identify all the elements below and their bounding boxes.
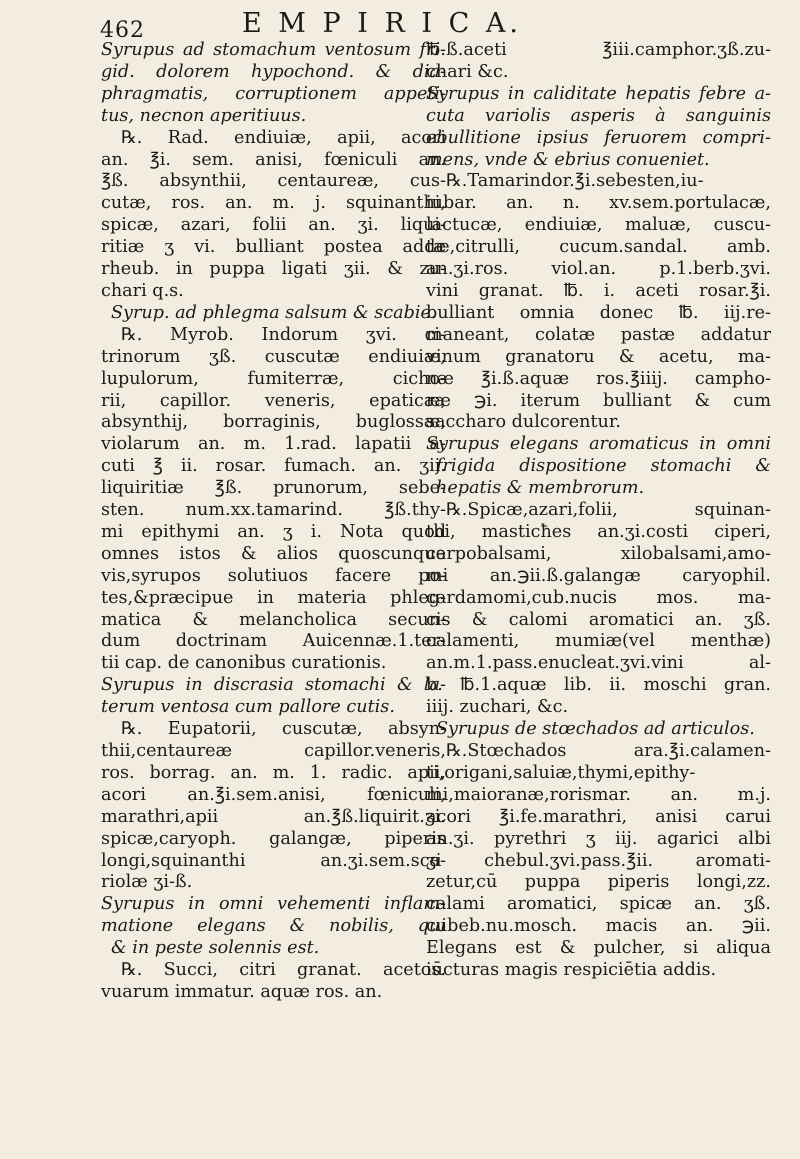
page-number: 462 (100, 18, 145, 43)
text-line: ebullitione ipsius feruorem compri- (426, 127, 771, 148)
text-line: phragmatis, corruptionem appeti- (101, 83, 446, 104)
text-line: carpobalsami, xilobalsami,amo- (426, 543, 771, 564)
text-line: spicæ, azari, folii an. ʒi. liqui- (101, 215, 446, 236)
text-line: Syrupus in caliditate hepatis febre a- (426, 83, 771, 104)
text-line: rii, capillor. veneris, epaticæ, (101, 390, 446, 411)
text-line: an.ʒi. pyrethri ʒ iij. agarici albi (426, 828, 771, 849)
text-line: lactucæ, endiuiæ, maluæ, cuscu- (426, 215, 771, 236)
text-line: cardamomi,cub.nucis mos. ma- (426, 587, 771, 608)
text-line: spicæ,caryoph. galangæ, piperis (101, 828, 446, 849)
text-line: Syrupus in discrasia stomachi & la- (101, 675, 446, 696)
text-line: thi, masticħes an.ʒi.costi ciperi, (426, 521, 771, 542)
text-line: tes,&præcipue in materia phleg- (101, 587, 446, 608)
text-line: cubeb.nu.mosch. macis an. ℈ii. (426, 916, 771, 937)
text-line: tæ,citrulli, cucum.sandal. amb. (426, 237, 771, 258)
text-line: b. ℔.1.aquæ lib. ii. moschi gran. (426, 675, 771, 696)
left-text-column (101, 40, 446, 1004)
text-line: ʒi chebul.ʒvi.pass.℥ii. aromati- (426, 850, 771, 871)
text-line: sten. num.xx.tamarind. ℥ß.thy- (101, 500, 446, 521)
text-line: ℞.Tamarindor.℥i.sebesten,iu- (446, 171, 704, 192)
text-line: ℔.ß.aceti ℥iii.camphor.ʒß.zu- (426, 40, 771, 60)
text-line: chari q.s. (101, 280, 184, 301)
text-line: ℞. Succi, citri granat. acetos. (121, 960, 446, 981)
text-line: an.ʒi.ros. viol.an. p.1.berb.ʒvi. (426, 259, 771, 280)
text-line: vinum granatoru & acetu, ma- (426, 346, 771, 367)
text-line: ℞. Myrob. Indorum ʒvi. ci- (121, 324, 446, 345)
text-line: tus, necnon aperitiuus. (101, 105, 307, 126)
text-line: vini granat. ℔. i. aceti rosar.℥i. (426, 280, 771, 301)
text-line: cuti ℥ ii. rosar. fumach. an. ʒii. (101, 456, 446, 477)
text-line: mi,maioranæ,rorismar. an. m.j. (426, 784, 771, 805)
text-line: marathri,apii an.℥ß.liquirit.ʒi. (101, 806, 446, 827)
text-line: vuarum immatur. aquæ ros. an. (101, 981, 383, 1002)
text-line: ℥ß. absynthii, centaureæ, cus- (101, 171, 446, 192)
text-line: ℞.Stœchados ara.℥i.calamen- (446, 741, 771, 761)
text-line: ræ ℈i. iterum bulliant & cum (426, 390, 771, 411)
text-line: saccharo dulcorentur. (426, 412, 621, 433)
text-line: & in peste solennis est. (111, 938, 320, 959)
text-line: gid. dolorem hypochond. & dia- (101, 61, 446, 82)
text-line: iiij. zuchari, &c. (426, 697, 569, 718)
text-line: ros. borrag. an. m. 1. radic. apii, (101, 762, 446, 783)
text-line: acori ℥i.fe.marathri, anisi carui (426, 806, 771, 827)
text-line: trinorum ʒß. cuscutæ endiuiæ, (101, 346, 446, 367)
text-line: violarum an. m. 1.rad. lapatii a- (101, 434, 446, 455)
text-line: ℞. Eupatorii, cuscutæ, absyn- (121, 719, 446, 740)
text-line: calami aromatici, spicæ an. ʒß. (426, 894, 771, 915)
text-line: ritiæ ʒ vi. bulliant postea adde (101, 237, 446, 258)
text-line: mi an.℈ii.ß.galangæ caryophil. (426, 565, 771, 586)
text-line: Syrup. ad phlegma salsum & scabie. (111, 302, 437, 323)
text-line: frigida dispositione stomachi & (436, 456, 771, 477)
text-line: longi,squinanthi an.ʒi.sem.sca- (101, 850, 446, 871)
text-line: dum doctrinam Auicennæ.1.ter- (101, 631, 446, 652)
text-line: terum ventosa cum pallore cutis. (101, 697, 395, 718)
text-line: chari &c. (426, 61, 509, 82)
running-head: E M P I R I C A. (242, 8, 522, 39)
text-line: mi epithymi an. ʒ i. Nota quod (101, 521, 446, 542)
text-line: mens, vnde & ebrius conueniet. (426, 149, 710, 170)
text-line: Elegans est & pulcher, si aliqua (426, 938, 771, 959)
page-header (0, 4, 800, 43)
text-line: riolæ ʒi-ß. (101, 872, 193, 893)
text-line: acori an.℥i.sem.anisi, fœniculi, (101, 784, 446, 805)
text-line: tii cap. de canonibus curationis. (101, 653, 387, 674)
text-line: absynthij, borraginis, buglossæ, (101, 412, 446, 433)
text-line: maneant, colatæ pastæ addatur (426, 324, 771, 345)
text-line: ℞.Spicæ,azari,folii, squinan- (446, 500, 771, 521)
text-line: ℞. Rad. endiuiæ, apii, acori (121, 127, 446, 148)
text-line: cis & calomi aromatici an. ʒß. (426, 609, 771, 630)
text-line: ti,origani,saluiæ,thymi,epithy- (426, 762, 696, 783)
text-line: Syrupus ad stomachum ventosum fri- (101, 40, 446, 60)
text-line: hepatis & membrorum. (436, 478, 645, 499)
text-line: omnes istos & alios quoscunque (101, 543, 446, 564)
text-line: matica & melancholica secun- (101, 609, 446, 630)
text-line: Syrupus elegans aromaticus in omni (426, 434, 771, 455)
text-line: an. ℥i. sem. anisi, fœniculi an. (101, 149, 446, 170)
text-line: Syrupus in omni vehementi inflam- (101, 894, 446, 915)
text-line: vis,syrupos solutiuos facere po- (101, 565, 446, 586)
text-line: næ ℥i.ß.aquæ ros.℥iiij. campho- (426, 368, 771, 389)
text-line: cutæ, ros. an. m. j. squinanthi, (101, 193, 446, 214)
text-line: liquiritiæ ℥ß. prunorum, sebe- (101, 478, 446, 499)
text-line: lupulorum, fumiterræ, cicho- (101, 368, 446, 389)
text-line: zetur,cū puppa piperis longi,zz. (426, 872, 771, 893)
text-line: bulliant omnia donec ℔. iij.re- (426, 302, 771, 323)
text-line: thii,centaureæ capillor.veneris, (101, 741, 446, 761)
text-line: matione elegans & nobilis, qui (101, 916, 446, 937)
text-line: cuta variolis asperis à sanguinis (426, 105, 771, 126)
text-line: rheub. in puppa ligati ʒii. & zu- (101, 259, 446, 280)
text-line: iubar. an. n. xv.sem.portulacæ, (426, 193, 771, 214)
text-line: Syrupus de stœchados ad articulos. (436, 719, 755, 740)
text-line: iūcturas magis respiciētia addis. (426, 960, 717, 981)
text-line: calamenti, mumiæ(vel menthæ) (426, 631, 771, 652)
text-line: an.m.1.pass.enucleat.ʒvi.vini al- (426, 653, 771, 674)
right-text-column (426, 40, 771, 982)
